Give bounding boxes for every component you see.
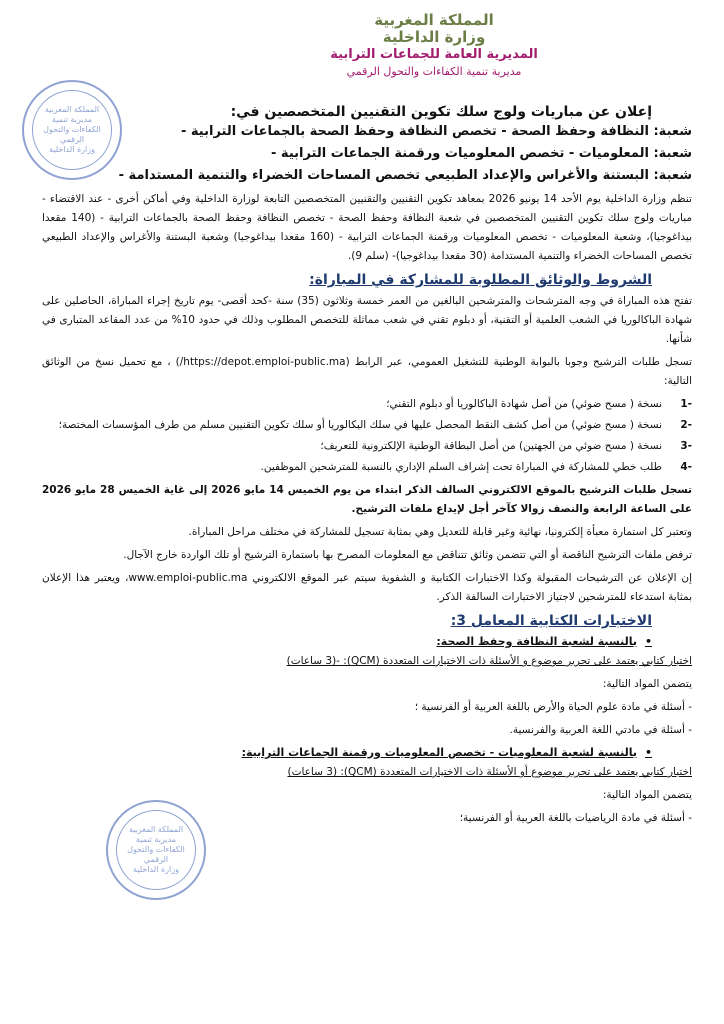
- hygiene-subject-item: - أسئلة في مادة علوم الحياة والأرض باللغة العربية أو الفرنسية ؛: [414, 701, 692, 713]
- informatics-exam-description: اختبار كتابي يعتمد على تحرير موضوع أو الأسئلة ذات الاختيارات المتعددة (QCM): (3 ساعات): [287, 766, 692, 778]
- registration-paragraph: تسجل طلبات الترشيح وجوبا بالبوابة الوطنية للتشغيل العمومي، عبر الرابط (https://depot.emploi-public.ma/) ، مع تحميل نسخ من الوثائق التالية:: [42, 356, 692, 387]
- document-item: -2 نسخة ( مسح ضوئي) من أصل كشف النقط المحصل عليها في سلك البكالوريا أو سلك تكوين التقنيين مسلم من طرف المؤسسات المختصة؛: [58, 419, 692, 431]
- specialty-line: شعبة: المعلوميات - تخصص المعلوميات ورقمنة الجماعات الترابية -: [271, 146, 692, 161]
- hygiene-exam-description: اختبار كتابي يعتمد على تحرير موضوع و الأسئلة ذات الاختيارات المتعددة (QCM): -(3 ساعات): [286, 655, 692, 667]
- ministry-name: وزارة الداخلية: [382, 28, 486, 46]
- hygiene-subjects-label: يتضمن المواد التالية:: [602, 678, 692, 690]
- results-paragraph: إن الإعلان عن الترشيحات المقبولة وكذا الاختبارات الكتابية و الشفوية سيتم عبر الموقع الالكتروني www.emploi-public.ma، ويعتبر هذا الإعلان بمثابة استدعاء للمترشحين لاجتياز الاختبارات السالفة الذكر.: [42, 572, 693, 603]
- letterhead: [274, 12, 594, 80]
- document-item: -4 طلب خطي للمشاركة في المباراة تحت إشراف السلم الإداري بالنسبة للمترشحين الموظفين.: [260, 461, 692, 473]
- document-item: -1 نسخة ( مسح ضوئي) من أصل شهادة الباكالوريا أو دبلوم التقني؛: [386, 398, 692, 410]
- informatics-exam-heading: • بالنسبة لشعبة المعلوميات - تخصص المعلوميات ورقمنة الجماعات الترابية:: [42, 746, 652, 759]
- informatics-subjects-label: يتضمن المواد التالية:: [602, 789, 692, 801]
- document-item: -3 نسخة ( مسح ضوئي من الجهتين) من أصل البطاقة الوطنية الإلكترونية للتعريف؛: [320, 440, 692, 452]
- official-stamp: المملكة المغربية مديرية تنمية الكفاءات والتحول الرقمي وزارة الداخلية: [106, 800, 206, 900]
- deadline-paragraph: تسجل طلبات الترشيح بالموقع الالكتروني السالف الذكر ابتداء من يوم الخميس 14 مايو 2026 إلى غاية الخميس 28 مايو 2026 على الساعة الرابعة والنصف زوالا كآخر أجل لإيداع ملفات الترشيح.: [42, 484, 692, 515]
- final-form-paragraph: وتعتبر كل استمارة معبأة إلكترونيا، نهائية وغير قابلة للتعديل وهي بمثابة تسجيل للمشاركة في مختلف مراحل المباراة.: [188, 526, 692, 538]
- informatics-subject-item: - أسئلة في مادة الرياضيات باللغة العربية أو الفرنسية؛: [459, 812, 692, 824]
- eligibility-paragraph: تفتح هذه المباراة في وجه المترشحات والمترشحين البالغين من العمر خمسة وثلاثون (35) سنة -كحد أقصى- يوم تاريخ إجراء المباراة، الحاصلين على شهادة الباكالوريا في الشعب العلمية أو التقنية، أو دبلوم تقني في شعب مماثلة للتخصص المطلوب وذلك في حدود 10% من عدد المقاعد المتبارى في شأنها.: [42, 295, 692, 345]
- announcement-title: إعلان عن مباريات ولوج سلك تكوين التقنيين المتخصصين في:: [230, 104, 652, 120]
- intro-paragraph: تنظم وزارة الداخلية يوم الأحد 14 يونيو 2026 بمعاهد تكوين التقنيين والتقنيين المتخصصين التابعة لوزارة الداخلية وفي أماكن أخرى - عند الاقتضاء - مباريات ولوج سلك تكوين التقنيين المتخصصين في شعبة النظافة وحفظ الصحة - تخصص النظافة وحفظ الصحة بالجماعات الترابية - (140 مقعدا بيداغوجيا)، وشعبة المعلوميات - تخصص المعلوميات ورقمنة الجماعات الترابية - (160 مقعدا بيداغوجيا) وشعبة البستنة والأغراس والإعداد الطبيعي تخصص المساحات الخضراء والتنمية المستدامة (30 مقعدا بيداغوجيا)- (سلم 9).: [42, 193, 692, 262]
- hygiene-subject-item: - أسئلة في مادتي اللغة العربية والفرنسية.: [509, 724, 692, 736]
- rejection-paragraph: ترفض ملفات الترشيح الناقصة أو التي تتضمن وثائق تتناقض مع المعلومات المصرح بها باستمارة الترشيح أو تلك الواردة خارج الآجال.: [123, 549, 692, 561]
- sub-directorate-name: مديرية تنمية الكفاءات والتحول الرقمي: [346, 65, 522, 78]
- conditions-heading: الشروط والوثائق المطلوبة للمشاركة في المباراة:: [309, 272, 652, 288]
- specialty-line: شعبة: البستنة والأغراس والإعداد الطبيعي تخصص المساحات الخضراء والتنمية المستدامة -: [118, 168, 692, 183]
- exams-heading: الاختبارات الكتابية المعامل 3:: [450, 613, 652, 629]
- kingdom-name: المملكة المغربية: [374, 11, 494, 29]
- hygiene-exam-heading: • بالنسبة لشعبة النظافة وحفظ الصحة:: [42, 635, 652, 648]
- directorate-name: المديرية العامة للجماعات الترابية: [330, 47, 538, 62]
- document-body: [42, 100, 692, 832]
- official-stamp: المملكة المغربية مديرية تنمية الكفاءات والتحول الرقمي وزارة الداخلية: [22, 80, 122, 180]
- specialty-line: شعبة: النظافة وحفظ الصحة - تخصص النظافة وحفظ الصحة بالجماعات الترابية -: [181, 124, 692, 139]
